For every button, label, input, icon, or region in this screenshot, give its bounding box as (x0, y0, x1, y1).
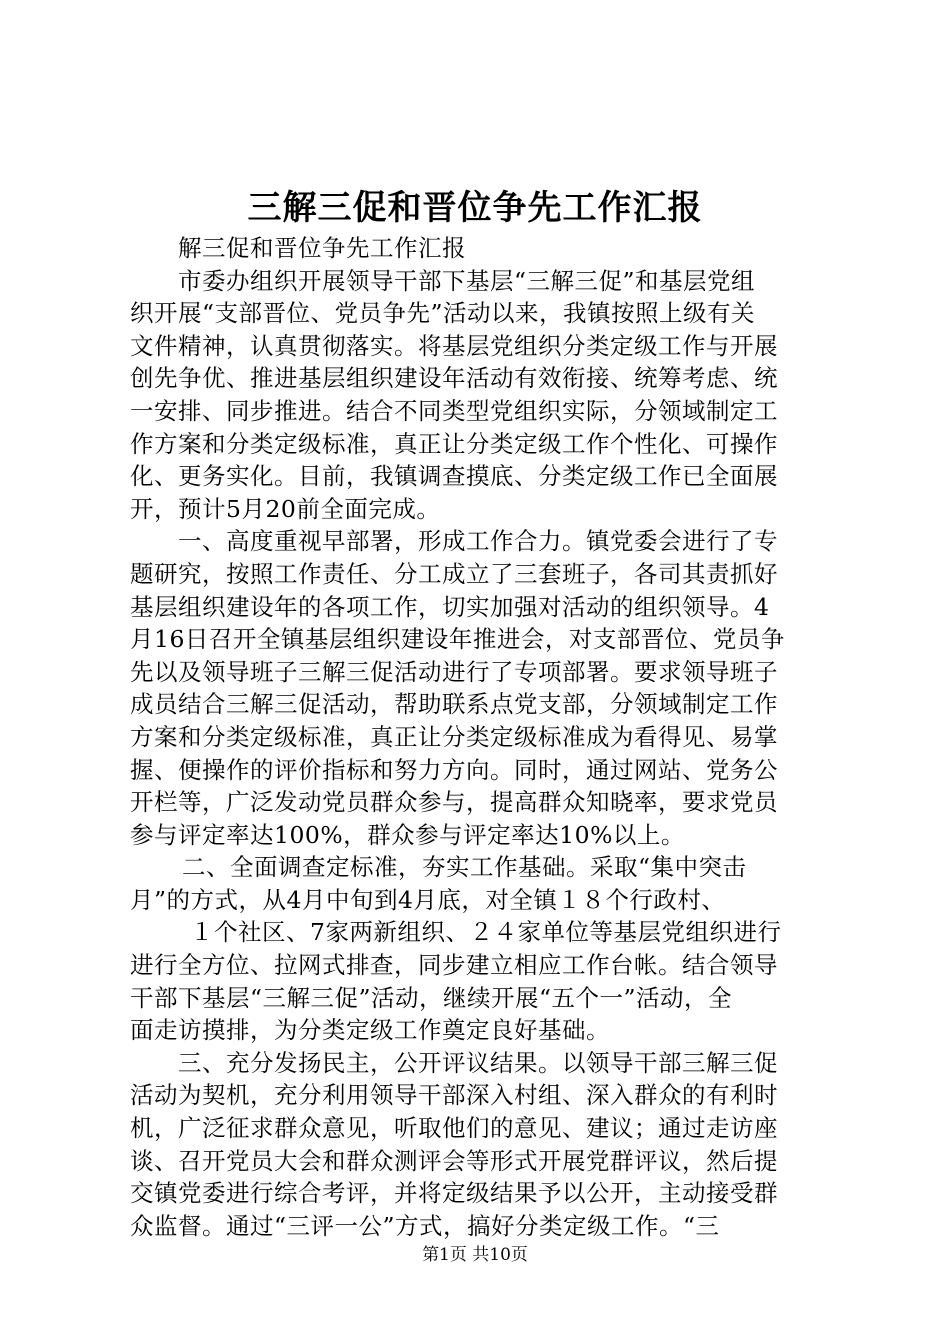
text-line: 成员结合三解三促活动，帮助联系点党支部，分领域制定工作 (130, 690, 778, 719)
text-line: １个社区、7家两新组织、２４家单位等基层党组织进行 (190, 918, 782, 947)
text-line: 进行全方位、拉网式排查，同步建立相应工作台帐。结合领导 (130, 951, 778, 980)
document-body (130, 232, 830, 1242)
text-line: 众监督。通过“三评一公”方式，搞好分类定级工作。“三 (130, 1211, 720, 1240)
text-line: 作方案和分类定级标准，真正让分类定级工作个性化、可操作 (130, 429, 778, 458)
text-line: 先以及领导班子三解三促活动进行了专项部署。要求领导班子 (130, 657, 778, 686)
document-title: 三解三促和晋位争先工作汇报 (247, 188, 703, 228)
text-line: 基层组织建设年的各项工作，切实加强对活动的组织领导。4 (130, 592, 770, 621)
text-line: 方案和分类定级标准，真正让分类定级标准成为看得见、易掌 (130, 722, 778, 751)
text-line: 活动为契机，充分利用领导干部深入村组、深入群众的有利时 (130, 1081, 778, 1110)
text-line: 化、更务实化。目前，我镇调查摸底、分类定级工作已全面展 (130, 462, 778, 491)
text-line: 月”的方式，从4月中旬到4月底，对全镇１８个行政村、 (130, 885, 726, 914)
text-line: 题研究，按照工作责任、分工成立了三套班子，各司其责抓好 (130, 559, 778, 588)
text-line: 月16日召开全镇基层组织建设年推进会，对支部晋位、党员争 (130, 625, 785, 654)
text-line: 解三促和晋位争先工作汇报 (178, 234, 466, 262)
text-line: 一、高度重视早部署，形成工作合力。镇党委会进行了专 (178, 527, 778, 556)
text-line: 机，广泛征求群众意见，听取他们的意见、建议；通过走访座 (130, 1114, 778, 1143)
text-line: 谈、召开党员大会和群众测评会等形式开展党群评议，然后提 (130, 1146, 778, 1175)
text-line: 三、充分发扬民主，公开评议结果。以领导干部三解三促 (178, 1048, 778, 1077)
text-line: 握、便操作的评价指标和努力方向。同时，通过网站、党务公 (130, 755, 778, 784)
text-line: 参与评定率达100%，群众参与评定率达10%以上。 (130, 820, 685, 849)
text-line: 开栏等，广泛发动党员群众参与，提高群众知晓率，要求党员 (130, 788, 778, 817)
text-line: 二、全面调查定标准，夯实工作基础。采取“集中突击 (182, 853, 747, 882)
text-line: 创先争优、推进基层组织建设年活动有效衔接、统筹考虑、统 (130, 364, 778, 393)
text-line: 一安排、同步推进。结合不同类型党组织实际，分领域制定工 (130, 396, 778, 425)
text-line: 开，预计5月20前全面完成。 (130, 494, 441, 523)
text-line: 文件精神，认真贯彻落实。将基层党组织分类定级工作与开展 (130, 331, 778, 360)
text-line: 交镇党委进行综合考评，并将定级结果予以公开，主动接受群 (130, 1179, 778, 1208)
text-line: 干部下基层“三解三促”活动，继续开展“五个一”活动，全 (130, 983, 733, 1012)
text-line: 面走访摸排，为分类定级工作奠定良好基础。 (130, 1016, 610, 1045)
page-footer: 第1页 共10页 (422, 1245, 528, 1265)
text-line: 市委办组织开展领导干部下基层“三解三促”和基层党组 (178, 266, 756, 295)
text-line: 织开展“支部晋位、党员争先”活动以来，我镇按照上级有关 (130, 299, 756, 328)
